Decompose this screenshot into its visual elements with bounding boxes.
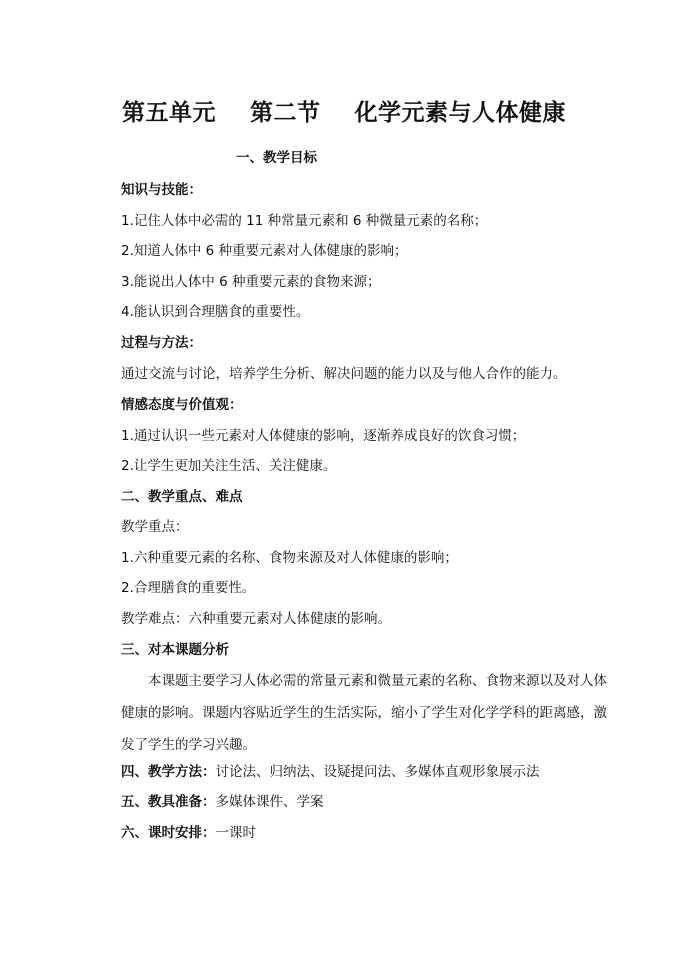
attitude-item: 2.让学生更加关注生活、关注健康。 [121,458,337,474]
keypoints-item: 2.合理膳食的重要性。 [121,580,256,596]
schedule-text: 一课时 [215,825,256,841]
knowledge-item: 1.记住人体中必需的 11 种常量元素和 6 种微量元素的名称； [121,213,488,229]
subheading-attitude: 情感态度与价值观： [121,397,243,413]
tools-text: 多媒体课件、学案 [215,794,324,810]
subheading-knowledge: 知识与技能： [121,182,202,198]
knowledge-item: 3.能说出人体中 6 种重要元素的食物来源； [121,274,381,290]
analysis-paragraph: 本课题主要学习人体必需的常量元素和微量元素的名称、食物来源以及对人体健康的影响。课题内容贴近学生的生活实际，缩小了学生对化学学科的距离感，激发了学生的学习兴趣。 [121,673,607,753]
process-text: 通过交流与讨论，培养学生分析、解决问题的能力以及与他人合作的能力。 [121,366,567,382]
methods-label: 四、教学方法： [121,764,216,780]
section-heading-analysis: 三、对本课题分析 [121,642,229,658]
tools-label: 五、教具准备： [121,794,216,810]
document-title: 第五单元 第二节 化学元素与人体健康 [121,100,567,126]
schedule-line [121,823,256,843]
tools-line [121,792,324,812]
keypoints-label: 教学重点： [121,519,189,535]
section-heading-objectives: 一、教学目标 [236,150,317,166]
section-heading-keypoints: 二、教学重点、难点 [121,489,243,505]
difficulty-text: 教学难点：六种重要元素对人体健康的影响。 [121,611,391,627]
schedule-label: 六、课时安排： [121,825,216,841]
attitude-item: 1.通过认识一些元素对人体健康的影响，逐渐养成良好的饮食习惯； [121,428,526,444]
keypoints-item: 1.六种重要元素的名称、食物来源及对人体健康的影响； [121,550,458,566]
methods-line [121,762,540,782]
knowledge-item: 2.知道人体中 6 种重要元素对人体健康的影响； [121,243,408,259]
knowledge-item: 4.能认识到合理膳食的重要性。 [121,304,310,320]
methods-text: 讨论法、归纳法、设疑提问法、多媒体直观形象展示法 [215,764,540,780]
subheading-process: 过程与方法： [121,335,202,351]
